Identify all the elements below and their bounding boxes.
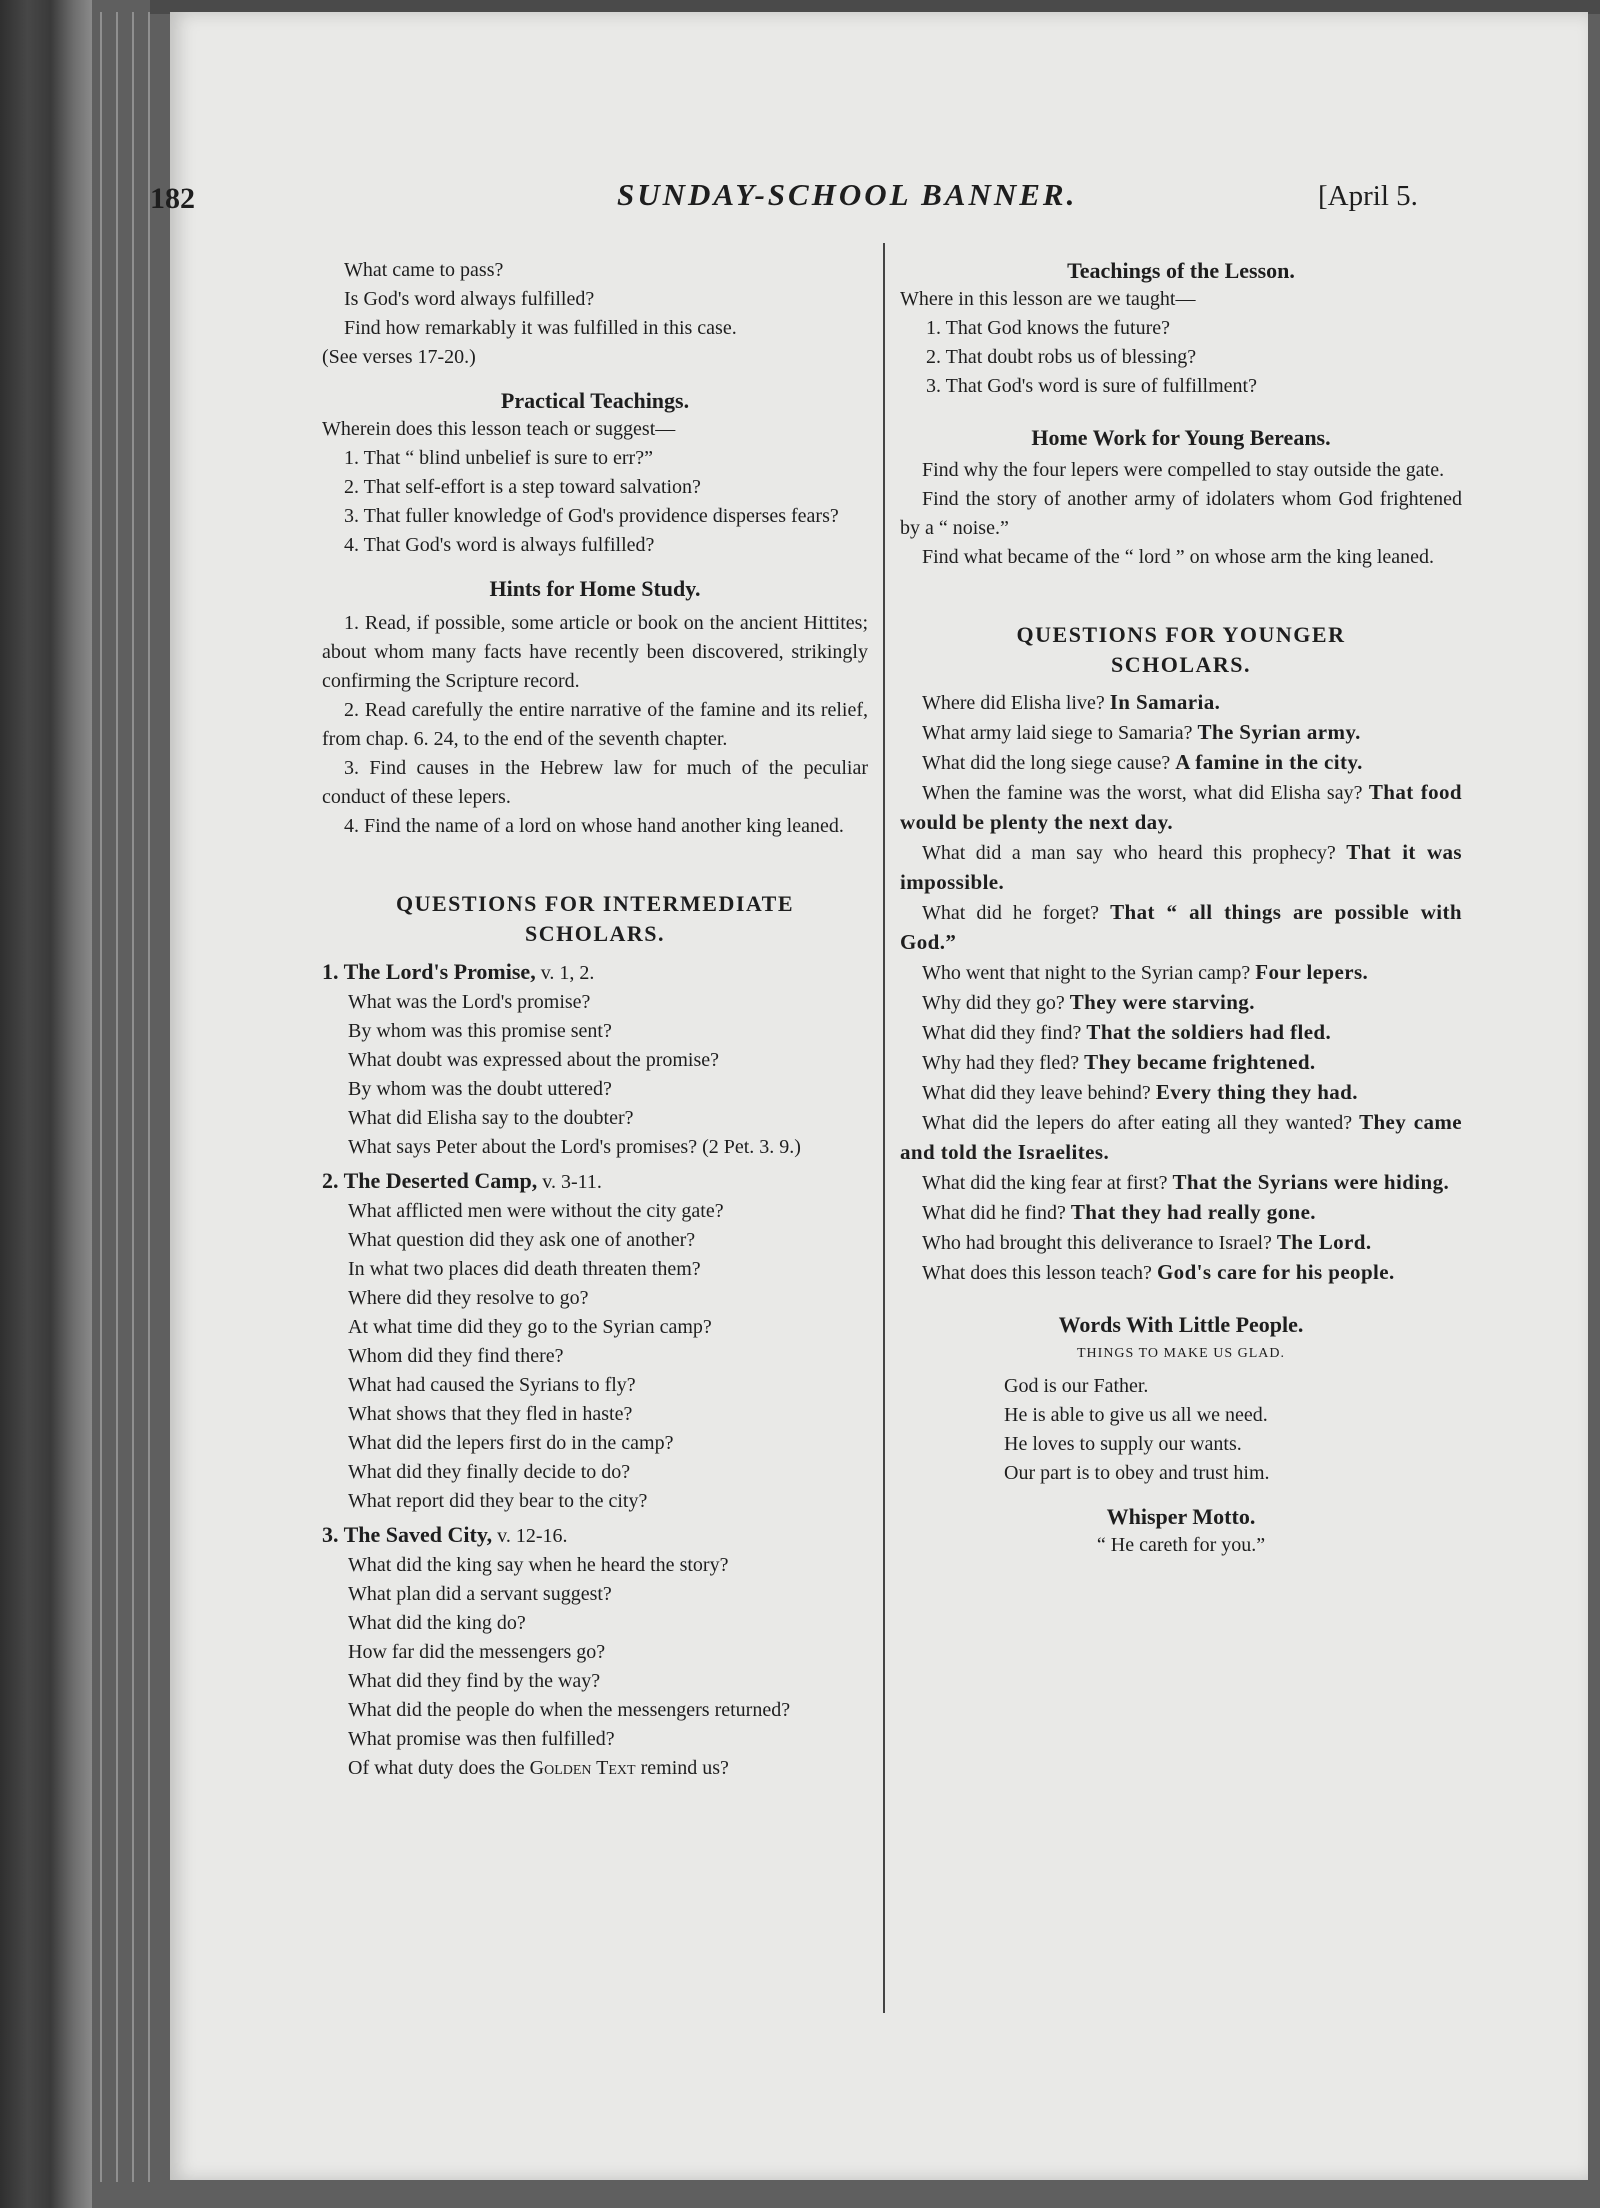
practical-item: 3. That fuller knowledge of God's providence disperses fears?	[344, 505, 839, 527]
page-edge	[100, 12, 102, 2182]
younger-heading: QUESTIONS FOR YOUNGER	[1016, 622, 1346, 647]
question-golden-text	[322, 1754, 868, 1783]
question: What afflicted men were without the city gate?	[348, 1200, 724, 1222]
qa-question: What army laid siege to Samaria?	[922, 722, 1193, 744]
question: By whom was this promise sent?	[348, 1020, 612, 1042]
qa-answer: A famine in the city.	[1175, 750, 1363, 774]
question: What plan did a servant suggest?	[348, 1583, 612, 1605]
qa-question: What does this lesson teach?	[922, 1262, 1152, 1284]
hint-item: 3. Find causes in the Hebrew law for much of the peculiar conduct of these lepers.	[322, 757, 868, 808]
qa-item	[900, 1108, 1462, 1168]
qa-answer: That it was impossible.	[900, 840, 1463, 894]
section-title	[322, 1520, 868, 1551]
whisper-motto-text: “ He careth for you.”	[1096, 1534, 1266, 1556]
question: What did Elisha say to the doubter?	[348, 1107, 634, 1129]
qa-item	[900, 1168, 1462, 1198]
qa-item	[900, 748, 1462, 778]
qa-item	[900, 1198, 1462, 1228]
intro-line: Find how remarkably it was fulfilled in this case.	[344, 317, 737, 339]
practical-lead: Wherein does this lesson teach or suggest—	[322, 418, 676, 440]
left-column	[322, 256, 868, 1783]
qa-answer: That the Syrians were hiding.	[1172, 1170, 1450, 1194]
teaching-item: 2. That doubt robs us of blessing?	[926, 346, 1197, 368]
qa-item	[900, 958, 1462, 988]
teaching-item: 3. That God's word is sure of fulfillment?	[926, 375, 1257, 397]
hints-heading: Hints for Home Study.	[489, 576, 701, 601]
qa-answer: That they had really gone.	[1070, 1200, 1316, 1224]
home-work-heading: Home Work for Young Bereans.	[1031, 425, 1331, 450]
qa-question: Why did they go?	[922, 992, 1065, 1014]
qa-answer: That “ all things are possible with God.”	[900, 900, 1462, 954]
little-people-heading: Words With Little People.	[1058, 1312, 1304, 1337]
qa-answer: Every thing they had.	[1155, 1080, 1358, 1104]
question: What did the king do?	[348, 1612, 526, 1634]
qa-item	[900, 1078, 1462, 1108]
hint-item: 2. Read carefully the entire narrative of the famine and its relief, from chap. 6. 24, to the end of the seventh chapter.	[322, 699, 868, 750]
qa-question: What did they find?	[922, 1022, 1082, 1044]
section-ref: v. 12-16.	[492, 1525, 568, 1547]
question: What was the Lord's promise?	[348, 991, 591, 1013]
qa-answer: That food would be plenty the next day.	[900, 780, 1462, 834]
question: What did the king say when he heard the story?	[348, 1554, 729, 1576]
qa-item	[900, 778, 1462, 838]
question: What did they find by the way?	[348, 1670, 601, 1692]
intro-line: What came to pass?	[344, 259, 504, 281]
qa-answer: They became frightened.	[1084, 1050, 1316, 1074]
qa-answer: They came and told the Israelites.	[900, 1110, 1462, 1164]
qa-question: What did he forget?	[922, 902, 1100, 924]
column-divider	[883, 243, 885, 2013]
question: How far did the messengers go?	[348, 1641, 606, 1663]
qa-item	[900, 988, 1462, 1018]
section-title	[322, 1166, 868, 1197]
qa-answer: God's care for his people.	[1156, 1260, 1395, 1284]
practical-item: 4. That God's word is always fulfilled?	[344, 534, 655, 556]
page-edge	[116, 12, 118, 2182]
younger-qa-list	[900, 688, 1462, 1288]
qa-question: Why had they fled?	[922, 1052, 1080, 1074]
qa-answer: They were starving.	[1069, 990, 1255, 1014]
qa-item	[900, 688, 1462, 718]
qa-answer: The Lord.	[1276, 1230, 1372, 1254]
section-ref: v. 3-11.	[537, 1171, 602, 1193]
qa-item	[900, 1018, 1462, 1048]
question: In what two places did death threaten them?	[348, 1258, 701, 1280]
qa-answer: The Syrian army.	[1197, 720, 1361, 744]
section-title-text: 2. The Deserted Camp,	[322, 1168, 538, 1193]
qa-question: When the famine was the worst, what did Elisha say?	[922, 782, 1363, 804]
qa-question: What did the lepers do after eating all they wanted?	[922, 1112, 1353, 1134]
hint-item: 4. Find the name of a lord on whose hand another king leaned.	[344, 815, 844, 837]
poem-line: He loves to supply our wants.	[1004, 1433, 1242, 1455]
question: At what time did they go to the Syrian camp?	[348, 1316, 712, 1338]
right-column	[900, 256, 1462, 1560]
qa-item	[900, 898, 1462, 958]
page-edge	[132, 12, 134, 2182]
page-number: 182	[150, 182, 195, 215]
qa-item	[900, 1258, 1462, 1288]
qa-answer: Four lepers.	[1255, 960, 1369, 984]
question: What shows that they fled in haste?	[348, 1403, 633, 1425]
qa-answer: In Samaria.	[1109, 690, 1221, 714]
practical-teachings-heading: Practical Teachings.	[500, 388, 690, 413]
section-ref: v. 1, 2.	[535, 962, 595, 984]
intermediate-heading: QUESTIONS FOR INTERMEDIATE	[396, 891, 794, 916]
journal-title: SUNDAY-SCHOOL BANNER.	[617, 177, 1078, 212]
home-work-item: Find what became of the “ lord ” on whose arm the king leaned.	[922, 546, 1435, 568]
practical-item: 2. That self-effort is a step toward salvation?	[344, 476, 701, 498]
qa-question: What did he find?	[922, 1202, 1066, 1224]
question: What promise was then fulfilled?	[348, 1728, 615, 1750]
qa-question: Who went that night to the Syrian camp?	[922, 962, 1251, 984]
question: Where did they resolve to go?	[348, 1287, 589, 1309]
qa-question: What did a man say who heard this prophecy?	[922, 842, 1336, 864]
qa-item	[900, 1228, 1462, 1258]
practical-item: 1. That “ blind unbelief is sure to err?”	[344, 447, 653, 469]
intro-line: Is God's word always fulfilled?	[344, 288, 595, 310]
qa-item	[900, 1048, 1462, 1078]
little-people-subheading: THINGS TO MAKE US GLAD.	[1077, 1346, 1285, 1361]
intro-line: (See verses 17-20.)	[322, 346, 476, 368]
whisper-motto-heading: Whisper Motto.	[1106, 1504, 1256, 1529]
question-part: Of what duty does the	[348, 1757, 530, 1779]
question: What did the people do when the messengers returned?	[348, 1699, 791, 1721]
qa-question: Who had brought this deliverance to Israel?	[922, 1232, 1272, 1254]
question: By whom was the doubt uttered?	[348, 1078, 612, 1100]
teaching-item: 1. That God knows the future?	[926, 317, 1171, 339]
hint-item: 1. Read, if possible, some article or book on the ancient Hittites; about whom many facts have recently been discovered, strikingly confirming the Scripture record.	[322, 612, 868, 692]
book-binding	[0, 0, 92, 2208]
question: What says Peter about the Lord's promises? (2 Pet. 3. 9.)	[348, 1136, 801, 1158]
qa-item	[900, 838, 1462, 898]
poem-line: God is our Father.	[1004, 1375, 1149, 1397]
golden-text-label: Golden Text	[529, 1757, 636, 1779]
question: What doubt was expressed about the promise?	[348, 1049, 720, 1071]
issue-date: [April 5.	[1318, 180, 1418, 212]
qa-question: Where did Elisha live?	[922, 692, 1105, 714]
younger-heading-line2: SCHOLARS.	[1110, 652, 1252, 677]
section-title-text: 1. The Lord's Promise,	[322, 959, 536, 984]
qa-answer: That the soldiers had fled.	[1086, 1020, 1332, 1044]
teachings-heading: Teachings of the Lesson.	[1067, 258, 1295, 283]
question: What did the lepers first do in the camp?	[348, 1432, 674, 1454]
qa-question: What did the king fear at first?	[922, 1172, 1168, 1194]
question: Whom did they find there?	[348, 1345, 564, 1367]
qa-item	[900, 718, 1462, 748]
intermediate-heading-line2: SCHOLARS.	[524, 921, 666, 946]
question: What report did they bear to the city?	[348, 1490, 648, 1512]
page-edge	[148, 12, 150, 2182]
question-part: remind us?	[635, 1757, 729, 1779]
home-work-item: Find the story of another army of idolaters whom God frightened by a “ noise.”	[900, 488, 1462, 539]
home-work-item: Find why the four lepers were compelled to stay outside the gate.	[922, 459, 1445, 481]
teachings-lead: Where in this lesson are we taught—	[900, 288, 1196, 310]
poem-line: Our part is to obey and trust him.	[1004, 1462, 1270, 1484]
qa-question: What did the long siege cause?	[922, 752, 1171, 774]
section-title	[322, 957, 868, 988]
qa-question: What did they leave behind?	[922, 1082, 1151, 1104]
question: What question did they ask one of another?	[348, 1229, 696, 1251]
question: What had caused the Syrians to fly?	[348, 1374, 636, 1396]
question: What did they finally decide to do?	[348, 1461, 631, 1483]
poem-line: He is able to give us all we need.	[1004, 1404, 1268, 1426]
section-title-text: 3. The Saved City,	[322, 1522, 493, 1547]
